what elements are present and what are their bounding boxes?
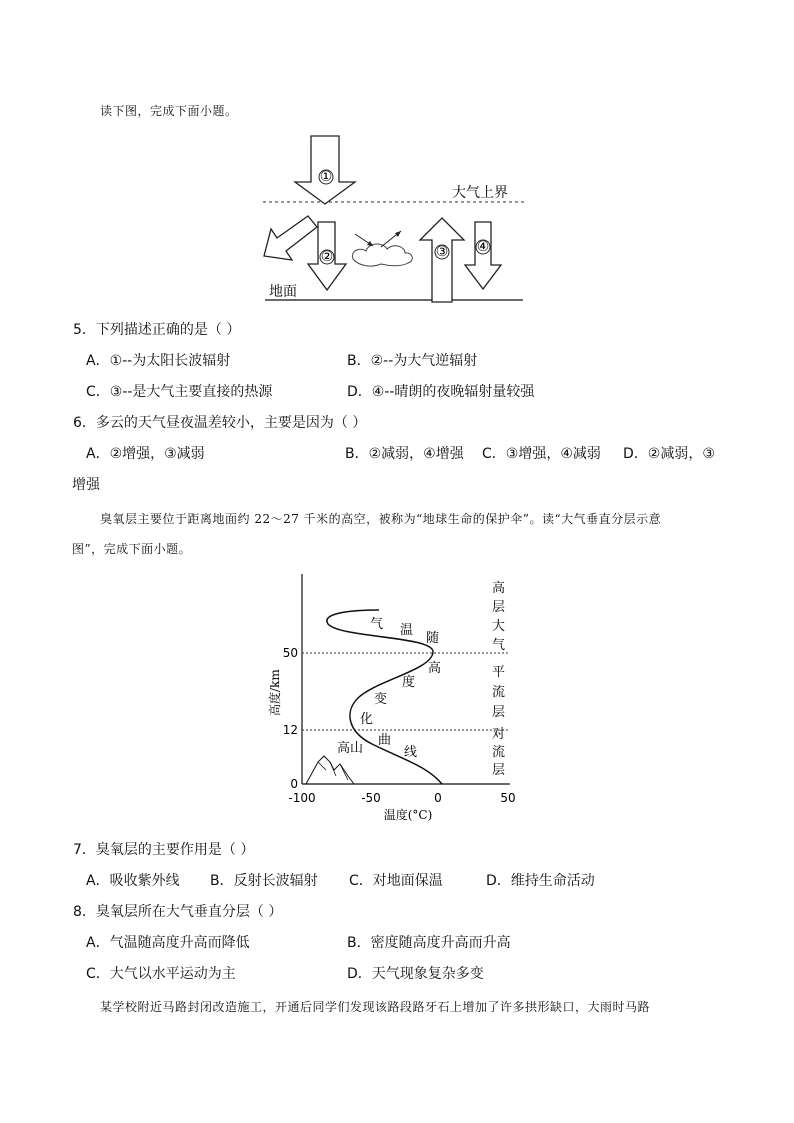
radiation-diagram [255,130,535,305]
question-8-option-b: B．密度随高度升高而升高 [347,935,511,951]
intro-text-2-line-1: 臭氧层主要位于距离地面约 22～27 千米的高空，被称为“地球生命的保护伞”。读“大气垂直分层示意 [100,512,662,526]
svg-text:气: 气 [492,638,506,653]
question-7-option-a: A．吸收紫外线 [86,873,180,889]
curve-label-char-5: 度 [402,675,416,690]
svg-text:高: 高 [492,581,506,596]
x-tick-minus-100: -100 [288,791,316,805]
svg-text:平: 平 [492,665,506,680]
arrow-3-ground-radiation [420,218,464,302]
y-tick-50: 50 [282,646,298,660]
curve-label-char-4: 高 [428,661,442,676]
x-axis-label: 温度(°C) [383,808,433,822]
question-8-stem: 8．臭氧层所在大气垂直分层（ ） [73,904,283,920]
arrow-2-label: ② [320,249,334,265]
question-6-option-d: D．②减弱，③ [623,446,715,462]
reflected-radiation-arrow [264,216,317,260]
question-6-option-b: B．②减弱，④增强 [345,446,464,462]
cloud-shape [352,244,412,266]
question-7-option-d: D．维持生命活动 [486,873,595,889]
question-8-option-c: C．大气以水平运动为主 [86,966,236,982]
question-5-option-b: B．②--为大气逆辐射 [347,353,478,369]
svg-text:对: 对 [492,727,506,742]
x-tick-0: 0 [434,791,442,805]
stratosphere-label [492,665,505,720]
curve-label-char-8: 曲 [378,733,392,748]
svg-text:流: 流 [492,745,506,760]
curve-label-char-7: 化 [360,712,374,727]
intro-text-1: 读下图，完成下面小题。 [100,104,238,118]
svg-text:大: 大 [492,619,506,634]
question-7-option-c: C．对地面保温 [349,873,443,889]
question-6-option-c: C．③增强，④减弱 [482,446,601,462]
question-5-option-a: A．①--为太阳长波辐射 [86,353,231,369]
arrow-4-label: ④ [476,239,490,255]
atmosphere-layers-diagram [262,566,532,826]
x-tick-minus-50: -50 [361,791,381,805]
question-5-stem: 5．下列描述正确的是（ ） [73,322,241,338]
upper-atmosphere-label [492,580,505,653]
question-6-option-d-continued: 增强 [72,477,100,493]
question-5-option-c: C．③--是大气主要直接的热源 [86,384,273,400]
troposphere-label [492,726,505,778]
intro-text-3: 某学校附近马路封闭改造施工，开通后同学们发现该路段路牙石上增加了许多拱形缺口，大雨时马路 [100,1000,651,1014]
question-5-option-d: D．④--晴朗的夜晚辐射量较强 [347,384,535,400]
curve-label-char-1: 气 [370,617,384,632]
curve-label-char-3: 随 [426,631,440,646]
question-6-stem: 6．多云的天气昼夜温差较小，主要是因为（ ） [73,415,367,431]
y-tick-0: 0 [290,777,298,791]
intro-text-2-line-2: 图”，完成下面小题。 [72,542,192,556]
arrow-1-label: ① [319,169,333,185]
curve-label-char-9: 线 [404,745,418,760]
curve-label-char-6: 变 [374,692,388,707]
question-6-option-a: A．②增强，③减弱 [86,446,205,462]
question-7-option-b: B．反射长波辐射 [210,873,318,889]
atmosphere-top-label: 大气上界 [452,185,508,201]
question-7-stem: 7．臭氧层的主要作用是（ ） [73,842,255,858]
svg-text:层: 层 [492,705,506,720]
question-8-option-d: D．天气现象复杂多变 [347,966,484,982]
svg-text:层: 层 [492,600,506,615]
ground-label: 地面 [269,284,297,300]
y-tick-12: 12 [282,723,298,737]
mountain-label: 高山 [337,741,364,756]
svg-text:流: 流 [492,685,506,700]
arrow-4-counter-radiation [465,222,501,289]
arrow-3-label: ③ [435,244,449,260]
mountain-shape [306,756,354,784]
x-tick-50: 50 [500,791,516,805]
svg-text:层: 层 [492,763,506,778]
y-axis-label: 高度/km [268,669,282,716]
curve-label-char-2: 温 [400,623,414,638]
question-8-option-a: A．气温随高度升高而降低 [86,935,250,951]
